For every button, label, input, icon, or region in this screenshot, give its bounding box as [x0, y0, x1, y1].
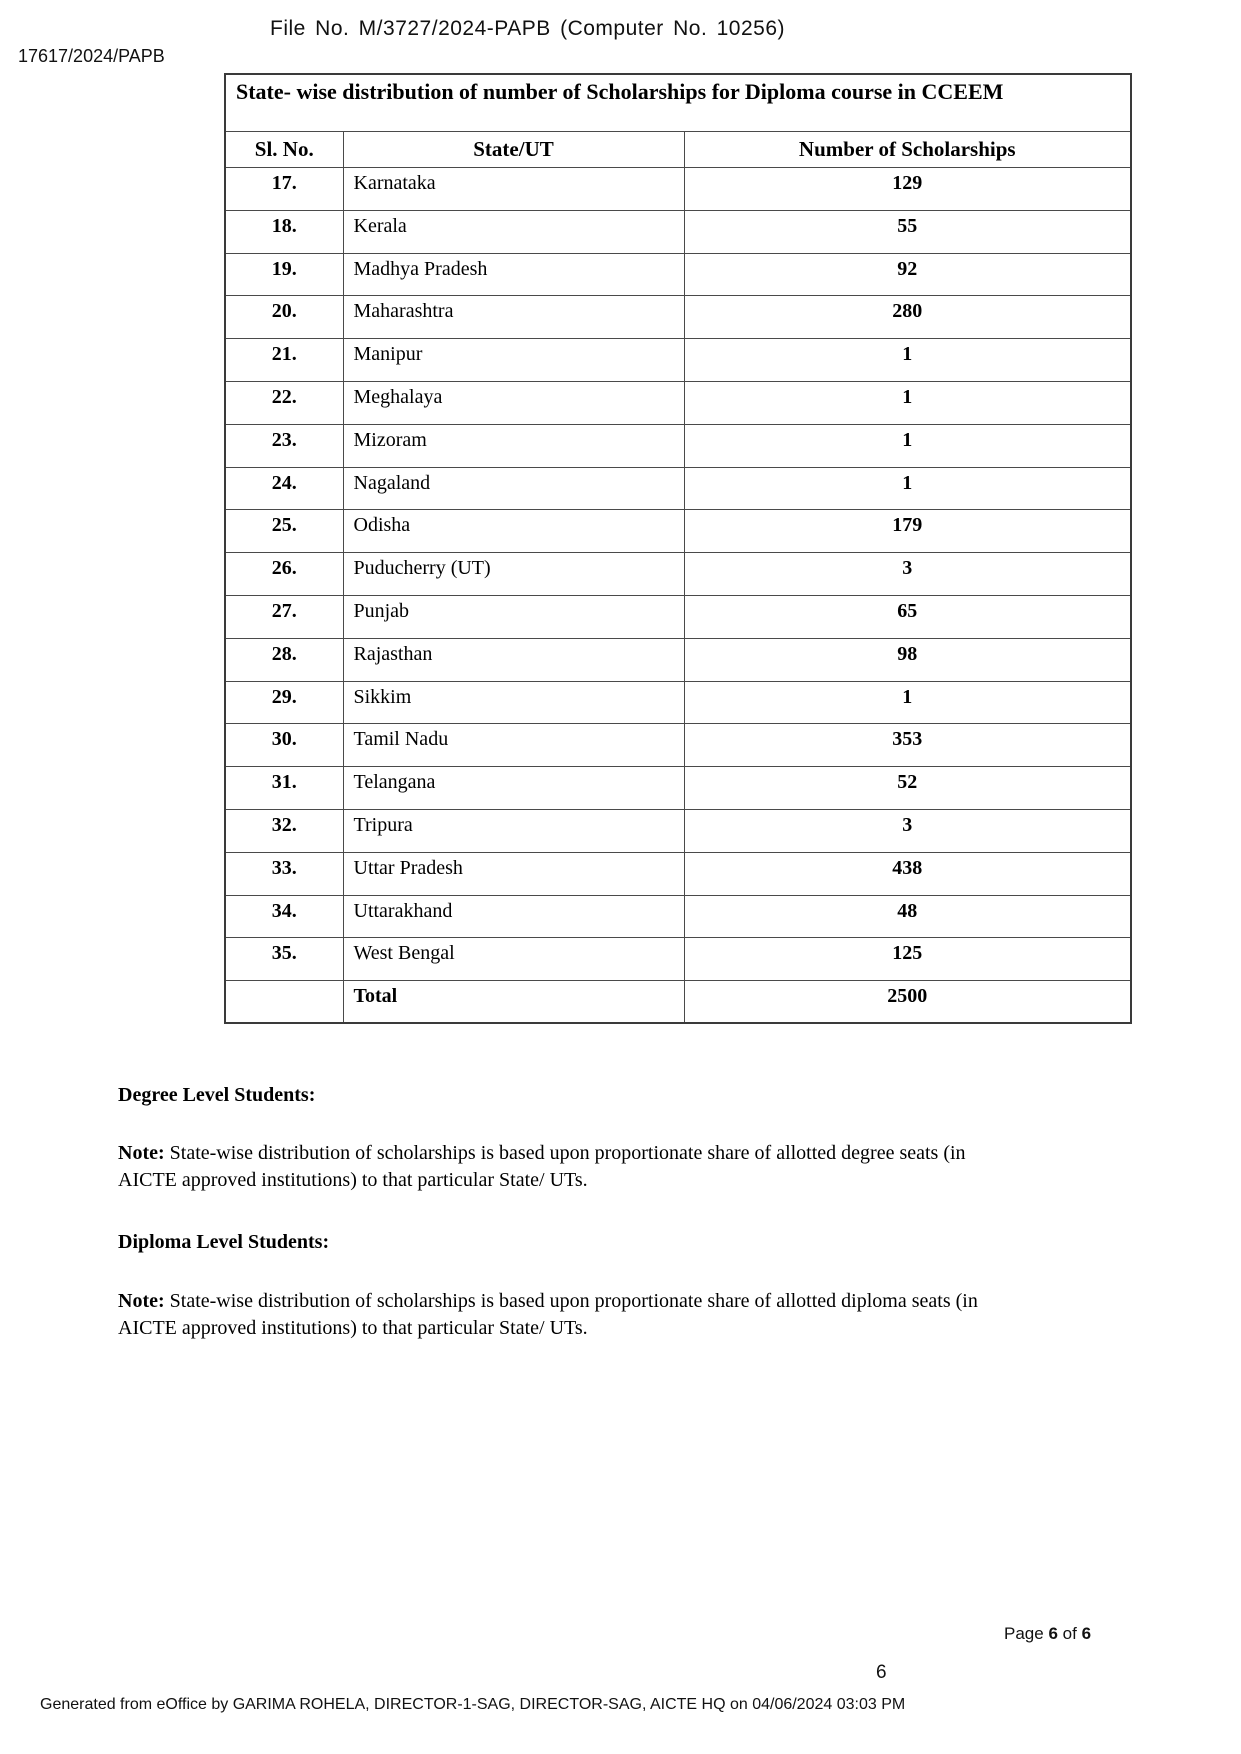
table-row: [225, 938, 1131, 981]
scholarship-table-body: [225, 168, 1131, 1024]
cell-scholarships: 1: [684, 681, 1131, 724]
cell-state: Uttar Pradesh: [343, 852, 684, 895]
table-row: [225, 895, 1131, 938]
cell-scholarships: 3: [684, 553, 1131, 596]
cell-state: Maharashtra: [343, 296, 684, 339]
cell-state: Mizoram: [343, 424, 684, 467]
cell-scholarships: 92: [684, 253, 1131, 296]
cell-sl-no: 26.: [225, 553, 343, 596]
page-number: 6: [876, 1662, 887, 1683]
cell-sl-no: 25.: [225, 510, 343, 553]
cell-state: Punjab: [343, 595, 684, 638]
table-row: [225, 553, 1131, 596]
cell-sl-no: 27.: [225, 595, 343, 638]
diploma-level-heading: Diploma Level Students:: [118, 1231, 330, 1253]
cell-sl-no: 29.: [225, 681, 343, 724]
cell-state: West Bengal: [343, 938, 684, 981]
cell-sl-no: 32.: [225, 809, 343, 852]
table-row: [225, 724, 1131, 767]
page-indicator-separator: of: [1062, 1624, 1077, 1643]
cell-sl-no: 31.: [225, 767, 343, 810]
cell-scholarships: 1: [684, 381, 1131, 424]
column-header-scholarships: Number of Scholarships: [684, 132, 1131, 168]
degree-note-text: State-wise distribution of scholarships is based upon proportionate share of allotted degree seats (in AICTE approved institutions) to that particular State/ UTs.: [118, 1142, 966, 1191]
diploma-note-label: Note:: [118, 1290, 165, 1312]
cell-state: Nagaland: [343, 467, 684, 510]
cell-sl-no: 33.: [225, 852, 343, 895]
column-header-state: State/UT: [343, 132, 684, 168]
scholarship-table: [224, 73, 1132, 1024]
table-row: [225, 339, 1131, 382]
page-indicator-current: 6: [1048, 1624, 1058, 1643]
table-row: [225, 510, 1131, 553]
cell-state: Odisha: [343, 510, 684, 553]
cell-sl-no: 19.: [225, 253, 343, 296]
cell-state: Meghalaya: [343, 381, 684, 424]
file-number-header: File No. M/3727/2024-PAPB (Computer No. 10256): [270, 17, 786, 40]
cell-state: Kerala: [343, 210, 684, 253]
cell-scholarships: 129: [684, 168, 1131, 211]
table-title: State- wise distribution of number of Scholarships for Diploma course in CCEEM: [225, 74, 1131, 132]
degree-note-label: Note:: [118, 1142, 165, 1164]
cell-scholarships: 55: [684, 210, 1131, 253]
cell-state: Tripura: [343, 809, 684, 852]
page-indicator-total: 6: [1081, 1624, 1092, 1643]
cell-state: Puducherry (UT): [343, 553, 684, 596]
cell-scholarships: 280: [684, 296, 1131, 339]
cell-state: Tamil Nadu: [343, 724, 684, 767]
cell-scholarships: 52: [684, 767, 1131, 810]
cell-scholarships: 3: [684, 809, 1131, 852]
cell-scholarships: 1: [684, 467, 1131, 510]
cell-scholarships: 353: [684, 724, 1131, 767]
cell-state: Madhya Pradesh: [343, 253, 684, 296]
cell-sl-no: 17.: [225, 168, 343, 211]
diploma-level-note: [118, 1288, 1018, 1342]
cell-state: Karnataka: [343, 168, 684, 211]
cell-scholarships: 1: [684, 339, 1131, 382]
table-row: [225, 467, 1131, 510]
table-row: [225, 210, 1131, 253]
cell-sl-no: 28.: [225, 638, 343, 681]
page-indicator: [1004, 1624, 1091, 1644]
table-row: [225, 767, 1131, 810]
cell-sl-no: 30.: [225, 724, 343, 767]
cell-scholarships: 1: [684, 424, 1131, 467]
diploma-note-text: State-wise distribution of scholarships is based upon proportionate share of allotted diploma seats (in AICTE approved institutions) to that particular State/ UTs.: [118, 1290, 978, 1339]
table-row: [225, 681, 1131, 724]
table-row: [225, 424, 1131, 467]
reference-number: 17617/2024/PAPB: [18, 46, 165, 66]
cell-sl-no: 21.: [225, 339, 343, 382]
cell-sl-no: 23.: [225, 424, 343, 467]
cell-scholarships: 125: [684, 938, 1131, 981]
page-indicator-label: Page: [1004, 1624, 1044, 1643]
cell-state: Sikkim: [343, 681, 684, 724]
cell-scholarships: 98: [684, 638, 1131, 681]
degree-level-note: [118, 1140, 1018, 1194]
table-row: [225, 809, 1131, 852]
table-row: [225, 595, 1131, 638]
table-row: [225, 296, 1131, 339]
cell-sl-no: 35.: [225, 938, 343, 981]
column-header-sl-no: Sl. No.: [225, 132, 343, 168]
cell-sl-no: [225, 981, 343, 1024]
cell-sl-no: 20.: [225, 296, 343, 339]
cell-state: Rajasthan: [343, 638, 684, 681]
cell-scholarships: 2500: [684, 981, 1131, 1024]
cell-scholarships: 48: [684, 895, 1131, 938]
cell-scholarships: 179: [684, 510, 1131, 553]
table-row: [225, 253, 1131, 296]
table-row: [225, 168, 1131, 211]
table-title-row: [225, 74, 1131, 132]
cell-state: Total: [343, 981, 684, 1024]
cell-state: Manipur: [343, 339, 684, 382]
cell-sl-no: 22.: [225, 381, 343, 424]
cell-scholarships: 65: [684, 595, 1131, 638]
table-row: [225, 638, 1131, 681]
cell-state: Uttarakhand: [343, 895, 684, 938]
table-row: [225, 852, 1131, 895]
table-row: [225, 381, 1131, 424]
cell-sl-no: 24.: [225, 467, 343, 510]
cell-sl-no: 18.: [225, 210, 343, 253]
cell-sl-no: 34.: [225, 895, 343, 938]
cell-scholarships: 438: [684, 852, 1131, 895]
table-header-row: [225, 132, 1131, 168]
scholarship-table-container: [224, 73, 1130, 1024]
degree-level-heading: Degree Level Students:: [118, 1084, 316, 1106]
cell-state: Telangana: [343, 767, 684, 810]
table-row: [225, 981, 1131, 1024]
generated-footer: Generated from eOffice by GARIMA ROHELA, DIRECTOR-1-SAG, DIRECTOR-SAG, AICTE HQ on 04/06/2024 03:03 PM: [40, 1696, 906, 1713]
